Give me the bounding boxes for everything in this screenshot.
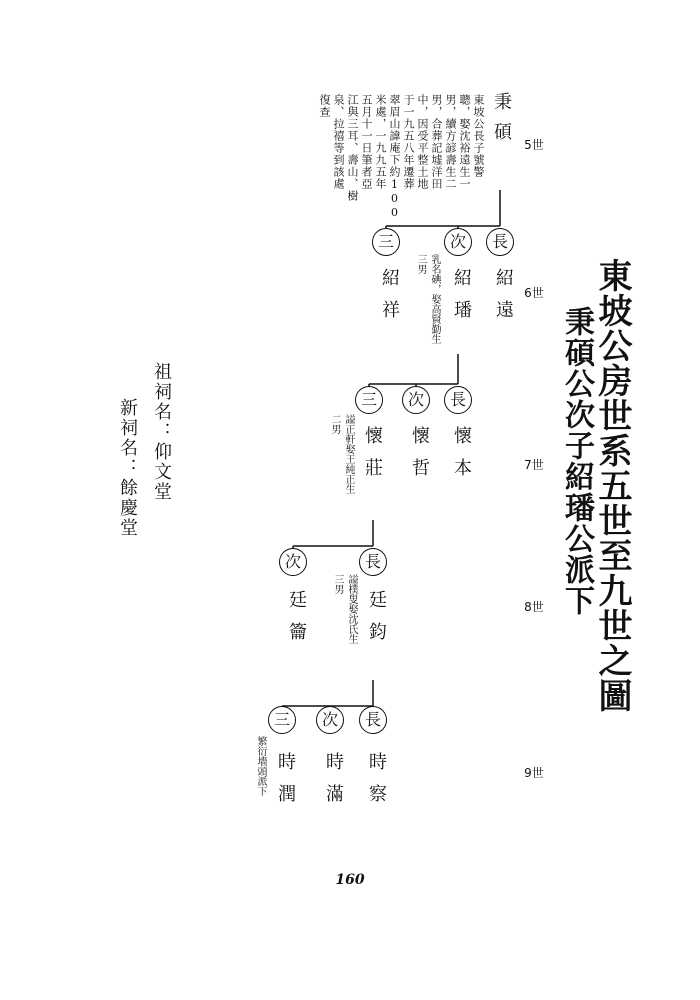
gen9-note-shi-run: 繁衍墻頭派下 [255, 736, 266, 796]
gen7-order-eldest: 長 [444, 386, 472, 414]
gen8-name-ting-jun: 廷鈞 [366, 590, 387, 654]
page-title: 東坡公房世系五世至九世之圖 [592, 258, 632, 713]
gen7-note-huai-zhuang-2: 二男 [329, 414, 340, 434]
gen9-name-shi-run: 時潤 [275, 752, 296, 816]
gen7-name-huai-zhe: 懷哲 [409, 426, 430, 490]
gen6-name-zhao-yuan: 紹遠 [493, 268, 514, 332]
ancestral-hall-name: 祖祠名：仰文堂 [151, 362, 172, 502]
gen7-name-huai-ben: 懷本 [451, 426, 472, 490]
gen8-name-ting-yue: 廷籥 [286, 590, 307, 654]
gen6-order-third: 三 [372, 228, 400, 256]
gen7-order-second: 次 [402, 386, 430, 414]
page-number: 160 [335, 872, 365, 888]
generation-label-7: 7世 [524, 458, 544, 472]
gen8-note-ting-jun: 謚樸叟娶沈氏生 [346, 574, 357, 644]
generation-label-5: 5世 [524, 138, 544, 152]
gen9-name-shi-cha: 時察 [366, 752, 387, 816]
gen6-name-zhao-xiang: 紹祥 [379, 268, 400, 332]
gen7-note-huai-zhuang: 謚正軒娶王純正生 [343, 414, 354, 494]
gen7-name-huai-zhuang: 懷莊 [362, 426, 383, 490]
gen9-order-second: 次 [316, 706, 344, 734]
new-hall-name: 新祠名：餘慶堂 [117, 398, 138, 538]
gen7-order-third: 三 [355, 386, 383, 414]
generation-label-8: 8世 [524, 600, 544, 614]
gen9-order-third: 三 [268, 706, 296, 734]
gen8-note-ting-jun-2: 三男 [332, 574, 343, 594]
gen6-order-second: 次 [444, 228, 472, 256]
gen6-name-zhao-fan: 紹璠 [451, 268, 472, 332]
gen8-order-eldest: 長 [359, 548, 387, 576]
gen8-order-second: 次 [279, 548, 307, 576]
gen9-name-shi-man: 時滿 [323, 752, 344, 816]
generation-label-9: 9世 [524, 766, 544, 780]
page-subtitle: 秉碩公次子紹璠公派下 [559, 306, 594, 616]
gen6-note-zhao-fan: 乳名碘，娶高賢勤生 [429, 254, 440, 344]
generation-label-6: 6世 [524, 286, 544, 300]
gen6-note-zhao-fan-2: 三男 [415, 254, 426, 274]
gen5-name: 秉碩 [491, 92, 512, 152]
gen9-order-eldest: 長 [359, 706, 387, 734]
gen6-order-eldest: 長 [486, 228, 514, 256]
